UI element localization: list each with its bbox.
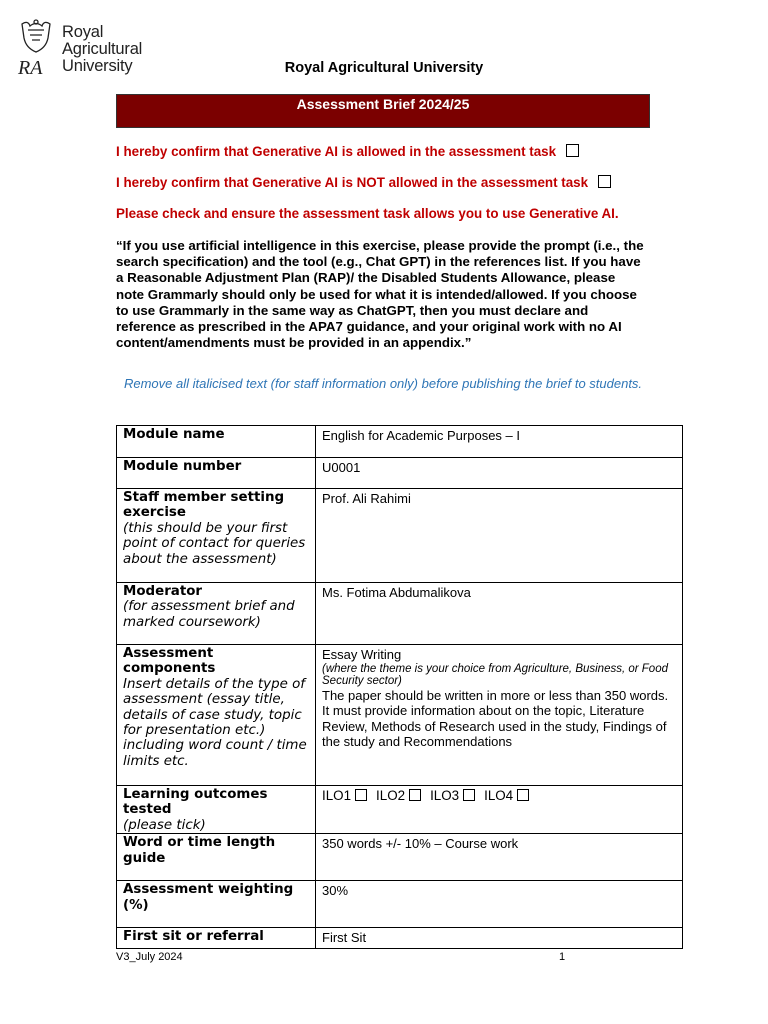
label-text: Moderator bbox=[123, 584, 203, 599]
module-name-value: English for Academic Purposes – I bbox=[316, 426, 683, 458]
ilo2-checkbox[interactable] bbox=[409, 789, 421, 801]
ai-not-allowed-checkbox[interactable] bbox=[598, 175, 611, 188]
word-requirement: The paper should be written in more or less than 350 words. bbox=[322, 687, 669, 703]
sit-label bbox=[117, 928, 316, 949]
ai-allowed-line bbox=[116, 144, 579, 159]
label-note: (for assessment brief and marked coursework) bbox=[123, 599, 295, 630]
length-value: 350 words +/- 10% – Course work bbox=[316, 834, 683, 881]
table-row bbox=[117, 489, 683, 583]
table-row bbox=[117, 928, 683, 949]
weighting-label bbox=[117, 881, 316, 928]
staff-value: Prof. Ali Rahimi bbox=[316, 489, 683, 583]
ai-not-allowed-line bbox=[116, 175, 611, 190]
theme-note: (where the theme is your choice from Agriculture, Business, or Food Security sector) bbox=[322, 662, 668, 687]
sit-value: First Sit bbox=[316, 928, 683, 949]
ilo4-label: ILO4 bbox=[484, 788, 514, 803]
ai-check-notice: Please check and ensure the assessment task allows you to use Generative AI. bbox=[116, 206, 619, 221]
logo-line-royal: Royal bbox=[62, 23, 104, 41]
content-requirement: It must provide information about on the topic, Literature Review, Methods of Research used in the study, Findings of the study and Recommendations bbox=[322, 703, 667, 749]
length-label bbox=[117, 834, 316, 881]
label-text: Learning outcomes tested bbox=[123, 787, 268, 818]
moderator-label bbox=[117, 583, 316, 645]
ilo3-checkbox[interactable] bbox=[463, 789, 475, 801]
ai-allowed-checkbox[interactable] bbox=[566, 144, 579, 157]
label-text: First sit or referral bbox=[123, 929, 264, 945]
table-row bbox=[117, 645, 683, 786]
module-number-label bbox=[117, 458, 316, 489]
table-row bbox=[117, 458, 683, 489]
ilo2-label: ILO2 bbox=[376, 788, 406, 803]
label-text: Module number bbox=[123, 459, 242, 474]
assessment-brief-banner bbox=[116, 94, 650, 128]
label-note: (please tick) bbox=[123, 817, 206, 833]
table-row bbox=[117, 834, 683, 881]
logo-line-university: University bbox=[62, 57, 133, 75]
label-note: (this should be your first point of contact for queries about the assessment) bbox=[123, 520, 306, 567]
outcomes-value bbox=[316, 786, 683, 834]
components-value bbox=[316, 645, 683, 786]
ai-allowed-text: I hereby confirm that Generative AI is allowed in the assessment task bbox=[116, 144, 557, 159]
brief-title: Assessment Brief 2024/25 bbox=[296, 96, 470, 112]
logo-monogram: RA bbox=[18, 57, 43, 79]
table-row bbox=[117, 426, 683, 458]
essay-title: Essay Writing bbox=[322, 647, 402, 662]
ilo4-checkbox[interactable] bbox=[517, 789, 529, 801]
ai-not-allowed-text: I hereby confirm that Generative AI is NOT allowed in the assessment task bbox=[116, 175, 589, 190]
staff-note: Remove all italicised text (for staff information only) before publishing the brief to students. bbox=[123, 376, 643, 391]
label-text: Word or time length guide bbox=[123, 835, 276, 866]
assessment-info-table bbox=[116, 425, 683, 949]
ilo1-checkbox[interactable] bbox=[355, 789, 367, 801]
footer-page-number: 1 bbox=[559, 951, 566, 963]
table-row bbox=[117, 881, 683, 928]
label-text: Module name bbox=[123, 427, 225, 442]
table-row bbox=[117, 786, 683, 834]
module-name-label bbox=[117, 426, 316, 458]
ilo3-label: ILO3 bbox=[430, 788, 460, 803]
university-title: Royal Agricultural University bbox=[284, 60, 484, 76]
label-text: Staff member setting exercise bbox=[123, 490, 285, 521]
module-number-value: U0001 bbox=[316, 458, 683, 489]
table-row bbox=[117, 583, 683, 645]
components-label bbox=[117, 645, 316, 786]
label-note: Insert details of the type of assessment (essay title, details of case study, topic for presentation etc.) including word count / time limits etc. bbox=[123, 676, 307, 769]
label-text: Assessment weighting (%) bbox=[123, 882, 294, 913]
ilo1-label: ILO1 bbox=[322, 788, 352, 803]
moderator-value: Ms. Fotima Abdumalikova bbox=[316, 583, 683, 645]
weighting-value: 30% bbox=[316, 881, 683, 928]
ai-usage-quote: “If you use artificial intelligence in this exercise, please provide the prompt (i.e., the search specification) and the tool (e.g., Chat GPT) in the references list. If you have a Reasonable Adjustment Plan (RAP)/ the Disabled Students Allowance, please note Grammarly should only be used for what it is intended/allowed. If you choose to use Grammarly in the same way as ChatGPT, then you must declare and reference as prescribed in the APA7 guidance, and your original work with no AI content/amendments must be provided in an appendix.” bbox=[116, 238, 644, 351]
staff-label bbox=[117, 489, 316, 583]
logo-line-agricultural: Agricultural bbox=[62, 40, 143, 58]
footer-version: V3_July 2024 bbox=[116, 951, 183, 963]
outcomes-label bbox=[117, 786, 316, 834]
label-text: Assessment components bbox=[123, 646, 216, 677]
